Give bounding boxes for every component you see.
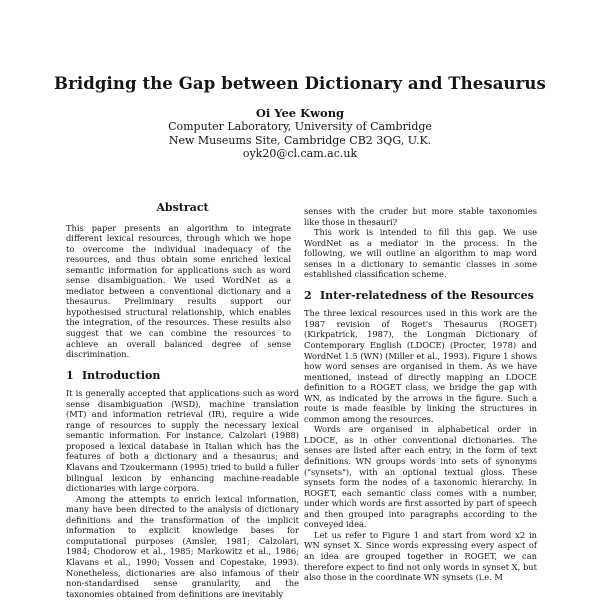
abstract-heading: Abstract bbox=[156, 201, 209, 214]
author-email: oyk20@cl.cam.ac.uk bbox=[242, 147, 358, 160]
section-1-paragraph-1: It is generally accepted that applications such as word sense disambiguation (WSD), machine translation (MT) and information retrieval (IR), require a wide range of resources to supply the necessary lexical semantic information. For instance, Calzolari (1988) proposed a lexical database in Italian which has the features of both a dictionary and a thesaurus; and Klavans and Tzoukermann (1995) tried to build a fuller bilingual lexicon by enhancing machine-readable dictionaries with large corpora. bbox=[66, 388, 299, 494]
left-column bbox=[66, 203, 299, 599]
author-affiliation bbox=[0, 120, 600, 161]
section-1-number: 1 bbox=[66, 368, 74, 382]
affiliation-line-2: New Museums Site, Cambridge CB2 3QG, U.K. bbox=[168, 133, 432, 147]
section-1-title: Introduction bbox=[82, 368, 161, 382]
section-2-paragraph-1: The three lexical resources used in this work are the 1987 revision of Roget's Thesaurus (ROGET) (Kirkpatrick, 1987), the Longman Dictionary of Contemporary English (LDOCE) (Procter, 1978) and WordNet 1.5 (WN) (Miller et al., 1993). Figure 1 shows how word senses are organised in them. As we have mentioned, instead of directly mapping an LDOCE definition to a ROGET class, we bridge the gap with WN, as indicated by the arrows in the figure. Such a route is made feasible by linking the structures in common among the resources. bbox=[304, 308, 537, 424]
author-name: Oi Yee Kwong bbox=[255, 106, 345, 120]
paper-title: Bridging the Gap between Dictionary and Thesaurus bbox=[54, 74, 546, 93]
section-2-heading bbox=[304, 288, 537, 302]
affiliation-line-1: Computer Laboratory, University of Cambridge bbox=[168, 120, 432, 133]
section-1-heading bbox=[66, 368, 299, 382]
section-1-paragraph-3: This work is intended to fill this gap. We use WordNet as a mediator in the process. In the following, we will outline an algorithm to map word senses in a dictionary to semantic classes in some established classification scheme. bbox=[304, 227, 537, 280]
section-2-paragraph-2: Words are organised in alphabetical order in LDOCE, as in other conventional dictionaries. The senses are listed after each entry, in the form of text definitions. WN groups words into sets of synonyms ("synsets"), with an optional textual gloss. These synsets form the nodes of a taxonomic hierarchy. In ROGET, each semantic class comes with a number, under which words are first assorted by part of speech and then grouped into paragraphs according to the conveyed idea. bbox=[304, 424, 537, 530]
section-2-paragraph-3: Let us refer to Figure 1 and start from word x2 in WN synset X. Since words expressing every aspect of an idea are grouped together in ROGET, we can therefore expect to find not only words in synset X, but also those in the coordinate WN synsets (i.e. M bbox=[304, 529, 537, 583]
section-2-title: Inter-relatedness of the Resources bbox=[320, 288, 534, 302]
section-1-paragraph-continued: senses with the cruder but more stable taxonomies like those in thesauri? bbox=[304, 206, 537, 227]
abstract-text: This paper presents an algorithm to integrate different lexical resources, through which we hope to overcome the individual inadequacy of the resources, and thus obtain some enriched lexical semantic information for applications such as word sense disambiguation. We used WordNet as a mediator between a conventional dictionary and a thesaurus. Preliminary results support our hypothesised structural relationship, which enables the integration, of the resources. These results also suggest that we can combine the resources to achieve an overall balanced degree of sense discrimination. bbox=[66, 222, 291, 360]
section-2-number: 2 bbox=[304, 288, 312, 302]
section-1-paragraph-2: Among the attempts to enrich lexical information, many have been directed to the analysis of dictionary definitions and the transformation of the implicit information to explicit knowledge bases for computational purposes (Amsler, 1981; Calzolari, 1984; Chodorow et al., 1985; Markowitz et al., 1986; Klavans et al., 1990; Vossen and Copestake, 1993). Nonetheless, dictionaries are also infamous of their non-standardised sense granularity, and the taxonomies obtained from definitions are inevitably bbox=[66, 493, 299, 599]
right-column bbox=[304, 206, 537, 583]
